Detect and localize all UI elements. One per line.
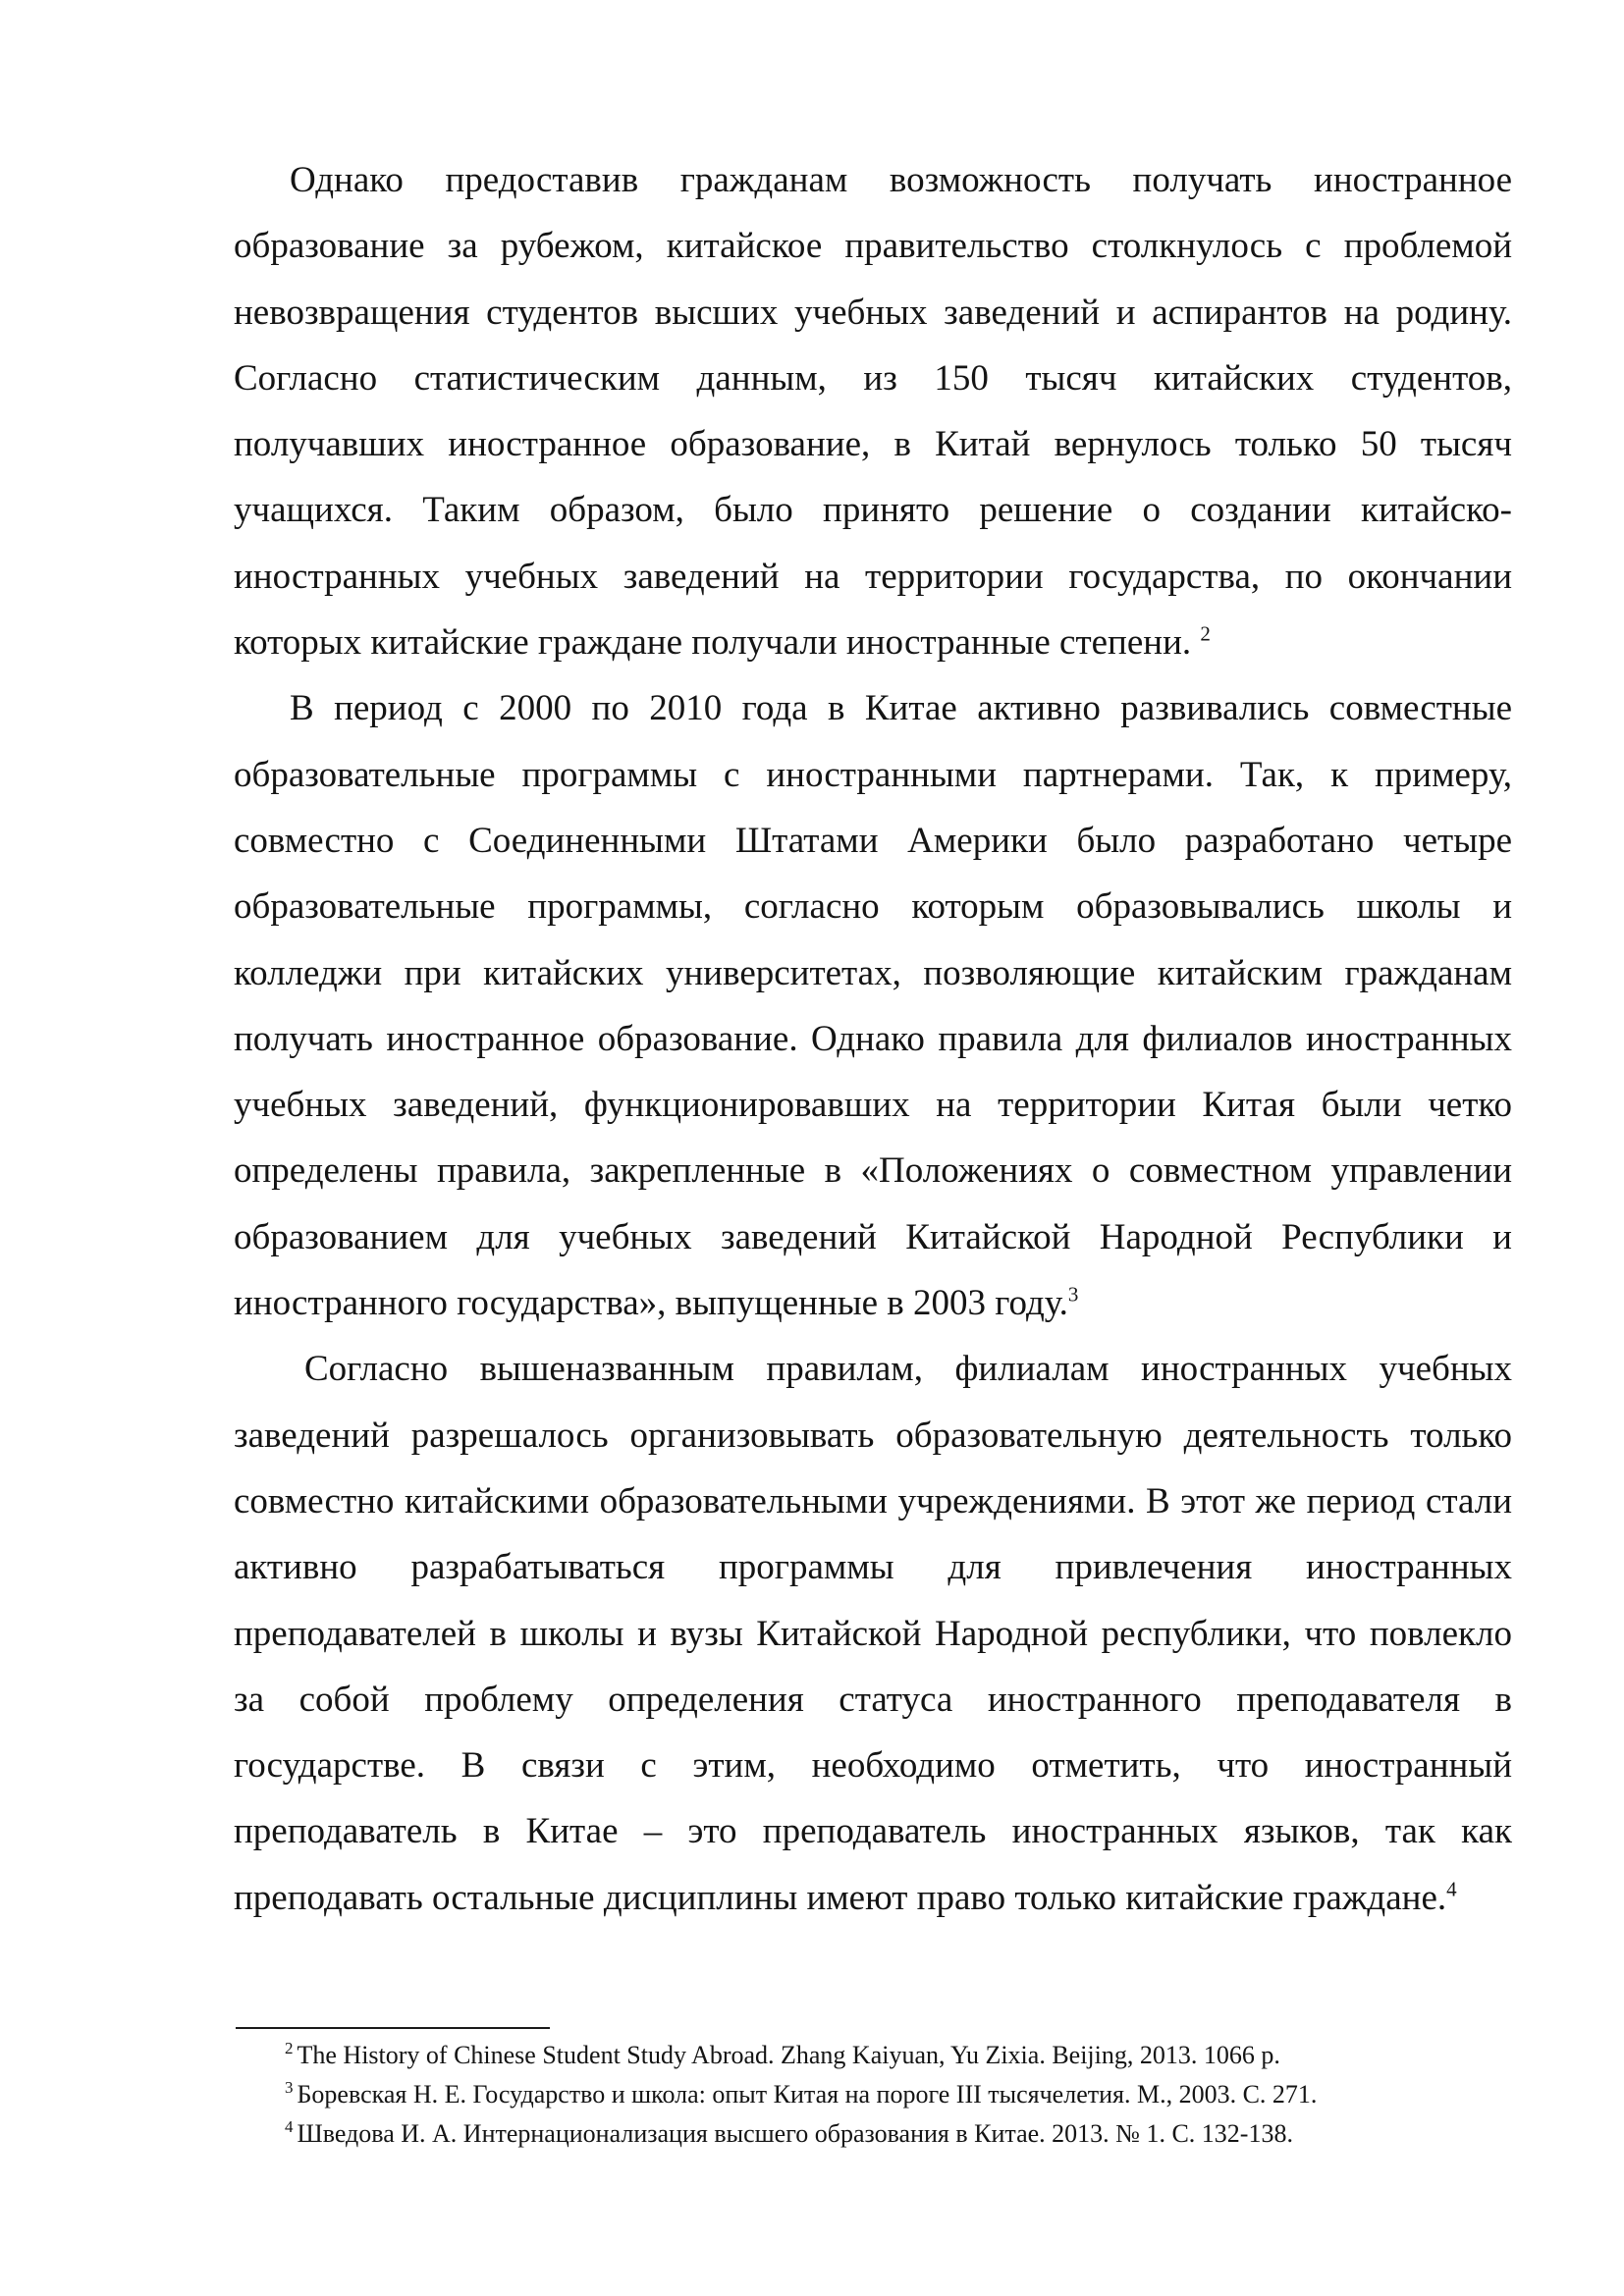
footnote-text: Шведова И. А. Интернационализация высшего образования в Китае. 2013. № 1. С. 132-138. (297, 2119, 1293, 2148)
paragraph-2-text: В период с 2000 по 2010 года в Китае активно развивались совместные образовательные программы с иностранными партнерами. Так, к примеру, совместно с Соединенными Штатами Америки было разработано четыре образовательные программы, согласно которым образовывались школы и колледжи при китайских университетах, позволяющие китайским гражданам получать иностранное образование. Однако правила для филиалов иностранных учебных заведений, функционировавших на территории Китая были четко определены правила, закрепленные в «Положениях о совместном управлении образованием для учебных заведений Китайской Народной Республики и иностранного государства», выпущенные в 2003 году. (234, 688, 1512, 1324)
footnote-number: 4 (285, 2117, 294, 2137)
footnote-ref-2: 2 (1200, 621, 1211, 646)
footnote-number: 2 (285, 2039, 294, 2058)
paragraph-3-text: Согласно вышеназванным правилам, филиалам иностранных учебных заведений разрешалось организовывать образовательную деятельность только совместно китайскими образовательными учреждениями. В этот же период стали активно разрабатываться программы для привлечения иностранных преподавателей в школы и вузы Китайской Народной республики, что повлекло за собой проблему определения статуса иностранного преподавателя в государстве. В связи с этим, необходимо отметить, что иностранный преподаватель в Китае – это преподаватель иностранных языков, так как преподавать остальные дисциплины имеют право только китайские граждане. (234, 1349, 1512, 1918)
footnote-separator (236, 2027, 550, 2029)
footnotes (285, 2036, 1512, 2154)
paragraph-1-text: Однако предоставив гражданам возможность получать иностранное образование за рубежом, китайское правительство столкнулось с проблемой невозвращения студентов высших учебных заведений и аспирантов на родину. Согласно статистическим данным, из 150 тысяч китайских студентов, получавших иностранное образование, в Китай вернулось только 50 тысяч учащихся. Таким образом, было принято решение о создании китайско-иностранных учебных заведений на территории государства, по окончании которых китайские граждане получали иностранные степени. (234, 160, 1512, 664)
footnote-2 (285, 2036, 1512, 2075)
body-text (234, 147, 1512, 1931)
footnote-ref-3: 3 (1067, 1282, 1079, 1307)
paragraph-2 (234, 675, 1512, 1336)
footnote-4 (285, 2114, 1512, 2154)
paragraph-3 (234, 1336, 1512, 1931)
paragraph-1 (234, 147, 1512, 675)
footnote-ref-4: 4 (1446, 1877, 1457, 1901)
footnote-text: The History of Chinese Student Study Abroad. Zhang Kaiyuan, Yu Zixia. Beijing, 2013. 1066 p. (297, 2041, 1280, 2069)
footnote-3 (285, 2075, 1512, 2114)
footnote-number: 3 (285, 2078, 294, 2098)
footnote-text: Боревская Н. Е. Государство и школа: опыт Китая на пороге III тысячелетия. М., 2003. С. 271. (297, 2080, 1318, 2109)
